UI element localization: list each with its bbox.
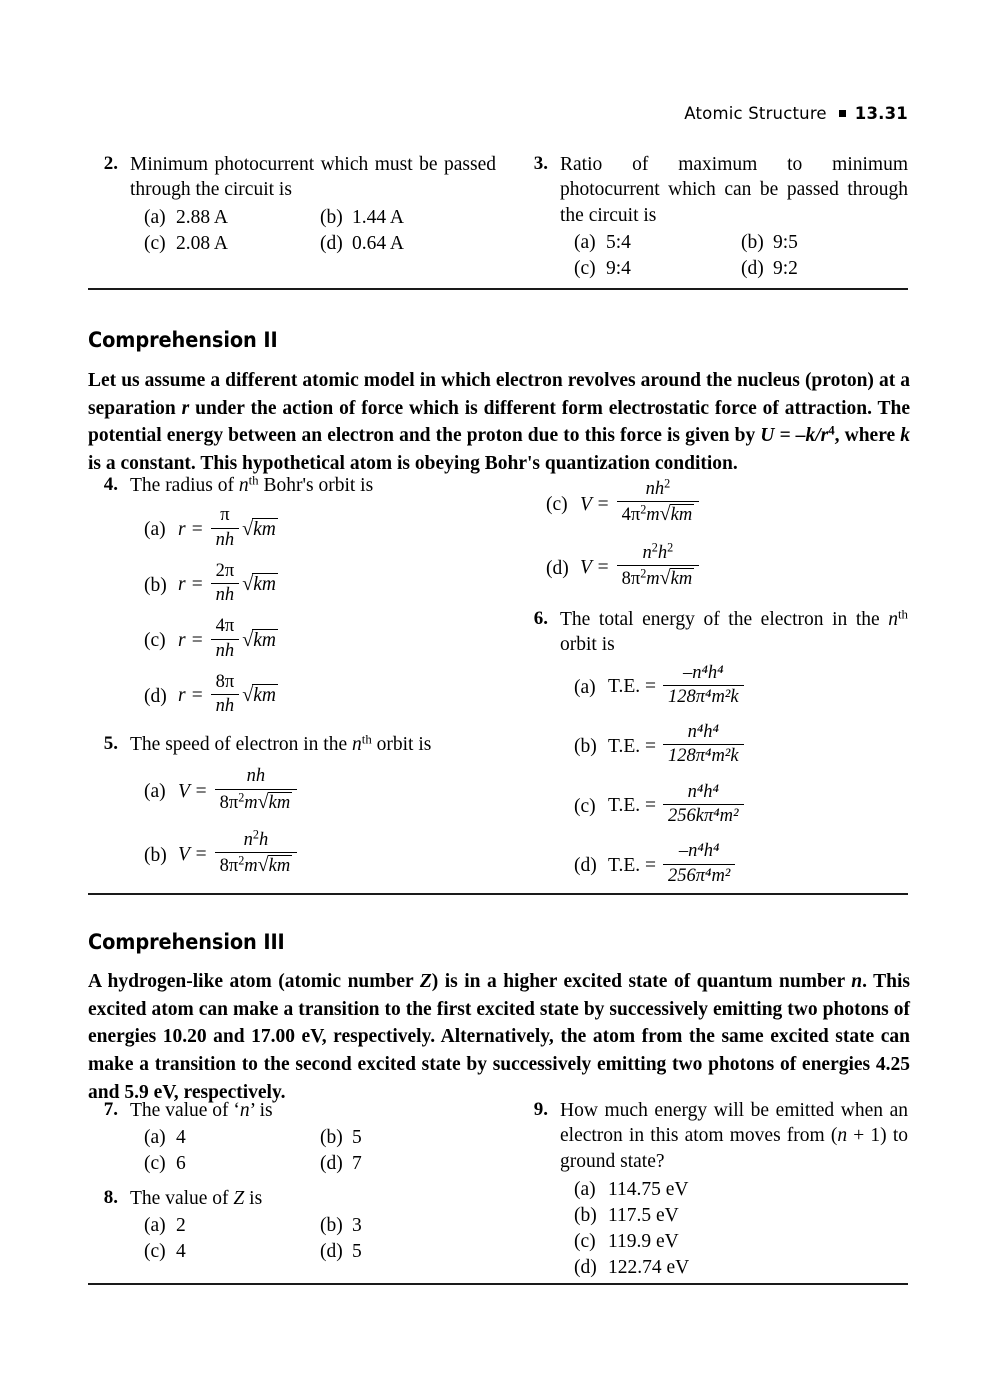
question-4-block <box>88 473 496 728</box>
option-d-label: (d) <box>546 557 569 579</box>
option-b-label: (b) <box>144 574 167 596</box>
option-b[interactable] <box>741 230 908 256</box>
c3-text-2: ) is in a higher excited state of quantum number <box>431 971 852 992</box>
option-row <box>574 256 908 282</box>
question-3 <box>518 152 908 282</box>
sqrt-icon: √ <box>257 854 269 877</box>
q9-stem-pre: How much energy will be emitted when an electron in this atom moves from ( <box>560 1100 908 1147</box>
option-a[interactable] <box>144 767 496 815</box>
option-d-text: 122.74 eV <box>608 1257 690 1279</box>
num-tail: h <box>258 829 269 850</box>
den-coef: 8 <box>219 856 229 877</box>
num-sign: – <box>682 662 693 683</box>
option-c-label: (c) <box>144 630 166 652</box>
sqrt-icon: √ <box>242 684 254 707</box>
option-a-lhs: V = <box>178 780 208 802</box>
option-c-denominator: 256kπ⁴m² <box>668 806 739 827</box>
question-2-number: 2. <box>103 153 118 174</box>
option-d-text: 7 <box>352 1153 362 1175</box>
question-9-number: 9. <box>533 1099 548 1120</box>
option-b-lhs: r = <box>178 574 204 596</box>
option-c[interactable] <box>546 476 908 528</box>
question-4-number: 4. <box>103 474 118 495</box>
sqrt-icon: √ <box>242 517 254 540</box>
option-d[interactable] <box>574 1255 908 1281</box>
q4-var-n: n <box>238 475 249 496</box>
option-c-denominator: $4\pi^2m√km$ <box>621 502 693 526</box>
q8-var-z: Z <box>233 1188 245 1209</box>
option-a-denominator: $8\pi^2m√km$ <box>219 790 291 813</box>
option-a[interactable] <box>144 205 320 231</box>
option-a-numerator: nh <box>215 766 298 789</box>
option-c-numerator <box>617 476 700 502</box>
option-b-numerator: n⁴h⁴ <box>663 722 744 745</box>
sqrt-icon: √ <box>242 628 254 651</box>
question-4-options <box>130 506 496 718</box>
option-b-lhs: V = <box>178 844 208 866</box>
option-a-text: 2.88 A <box>176 206 229 228</box>
num-exp: 2 <box>664 476 671 491</box>
option-b-numerator <box>215 827 298 853</box>
q8-stem-post: is <box>244 1188 263 1209</box>
option-c-label: (c) <box>546 494 568 516</box>
option-a-lhs: T.E. = <box>608 676 656 698</box>
q7-stem-pre: The value of ‘ <box>130 1100 240 1121</box>
option-d-lhs: T.E. = <box>608 854 656 876</box>
comprehension-2-body <box>88 367 910 478</box>
option-a-radicand: km <box>253 518 276 540</box>
option-c-text: 119.9 eV <box>608 1231 679 1253</box>
c3-text-1: A hydrogen-like atom (atomic number <box>88 971 420 992</box>
option-c-label: (c) <box>574 1231 596 1253</box>
c3-var-n: n <box>851 971 863 992</box>
den-coef: 4 <box>621 505 631 526</box>
den-radicand: km <box>670 568 693 589</box>
den-pi-exp: 2 <box>640 566 647 581</box>
page-header <box>88 104 908 123</box>
option-a-text: 114.75 eV <box>608 1179 689 1201</box>
q4-stem-post: Bohr's orbit is <box>258 475 374 496</box>
option-a-radical <box>242 518 278 540</box>
option-a-label: (a) <box>574 232 596 254</box>
den-pi-exp: 2 <box>238 790 245 805</box>
question-2-stem: Minimum photocurrent which must be passed through the circuit is <box>130 154 496 201</box>
option-a-label: (a) <box>144 1215 166 1237</box>
den-radical <box>660 503 695 526</box>
sqrt-icon: √ <box>659 566 671 589</box>
option-a-fraction <box>663 663 744 709</box>
option-c-lhs: T.E. = <box>608 795 656 817</box>
question-2 <box>88 152 496 257</box>
num-sign: – <box>678 841 689 862</box>
question-5-options-right <box>518 478 908 591</box>
option-a[interactable] <box>144 1213 320 1239</box>
num-base: n <box>642 542 652 563</box>
num-base-exp: 2 <box>651 540 658 555</box>
option-b-text: 3 <box>352 1215 362 1237</box>
q6-sup-th: th <box>897 607 908 622</box>
option-row <box>144 231 496 257</box>
option-b[interactable] <box>320 1125 496 1151</box>
question-3-number: 3. <box>533 153 548 174</box>
option-b-denominator: 128π⁴m²k <box>668 746 739 767</box>
den-radical <box>258 791 293 814</box>
option-b[interactable] <box>144 827 496 879</box>
option-a-label: (a) <box>144 206 166 228</box>
question-5-options-left <box>130 767 496 878</box>
option-a-label: (a) <box>574 676 596 698</box>
option-d-label: (d) <box>320 1153 343 1175</box>
option-c-fraction <box>211 616 240 662</box>
option-c[interactable] <box>144 1239 320 1265</box>
option-d-numerator <box>617 540 700 566</box>
option-d[interactable] <box>574 842 908 888</box>
question-3-options <box>560 230 908 282</box>
option-d[interactable] <box>546 540 908 592</box>
den-radical <box>258 854 293 877</box>
option-b-denominator: nh <box>215 585 235 606</box>
q7-stem-post: ’ is <box>249 1100 273 1121</box>
option-a[interactable] <box>144 506 496 552</box>
q4-sup-th: th <box>248 473 259 488</box>
section-divider-2 <box>88 893 908 895</box>
option-a-denominator: nh <box>215 529 235 550</box>
num-tail: h <box>657 542 668 563</box>
question-6-block <box>518 607 908 888</box>
option-c-label: (c) <box>574 795 596 817</box>
option-b-fraction <box>211 561 240 607</box>
option-d-lhs: r = <box>178 685 204 707</box>
option-d-label: (d) <box>144 685 167 707</box>
option-b-label: (b) <box>320 1215 343 1237</box>
option-row <box>144 1151 496 1177</box>
option-row <box>144 1213 496 1239</box>
option-c-numerator: 4π <box>211 616 240 639</box>
option-b-fraction <box>215 827 298 878</box>
option-a-label: (a) <box>144 1127 166 1149</box>
option-b-label: (b) <box>144 844 167 866</box>
option-d-label: (d) <box>574 1257 597 1279</box>
question-9-block <box>518 1098 908 1282</box>
option-a[interactable] <box>144 1125 320 1151</box>
q6-stem-pre: The total energy of the electron in the <box>560 609 889 630</box>
q4-stem-pre: The radius of <box>130 475 239 496</box>
q6-stem-post: orbit is <box>560 634 615 656</box>
option-d-label: (d) <box>320 1241 343 1263</box>
question-5-stem <box>130 732 496 757</box>
option-c-text: 4 <box>176 1241 186 1263</box>
option-c-numerator: n⁴h⁴ <box>663 782 744 805</box>
option-d-text: 0.64 A <box>352 232 405 254</box>
option-c[interactable] <box>574 783 908 829</box>
option-c-text: 6 <box>176 1153 186 1175</box>
option-a[interactable] <box>574 664 908 710</box>
option-c[interactable] <box>574 1229 908 1255</box>
option-d[interactable] <box>320 1239 496 1265</box>
option-d-label: (d) <box>741 258 764 280</box>
comprehension-3-heading: Comprehension III <box>88 930 285 955</box>
square-bullet-icon <box>839 110 846 117</box>
option-c[interactable] <box>144 231 320 257</box>
question-8-stem <box>130 1186 496 1211</box>
q9-stem-post: + 1) to ground state? <box>560 1125 908 1172</box>
option-b-label: (b) <box>320 206 343 228</box>
c2-var-k: k <box>900 425 911 447</box>
option-b-label: (b) <box>574 1205 597 1227</box>
den-radicand: km <box>670 505 693 526</box>
question-7-stem <box>130 1098 496 1123</box>
option-c-radicand: km <box>253 629 276 651</box>
q5-stem-post: orbit is <box>371 734 432 755</box>
option-d-numerator <box>663 841 735 864</box>
option-d-fraction <box>617 540 700 591</box>
option-a-text: 2 <box>176 1215 186 1237</box>
option-a-label: (a) <box>144 781 166 803</box>
c2-text-1: Let us assume a different atomic model in which electron revolves around the nucleus (proton) at a separation <box>88 370 910 419</box>
option-d[interactable] <box>741 256 908 282</box>
question-8-block <box>88 1186 496 1266</box>
option-a-numerator: π <box>211 505 240 528</box>
option-b-text: 9:5 <box>773 232 798 254</box>
option-c-lhs: V = <box>580 493 610 515</box>
question-8 <box>88 1186 496 1266</box>
page-number: 13.31 <box>854 104 908 123</box>
q5-var-n: n <box>352 734 362 755</box>
option-d-fraction <box>211 672 240 718</box>
option-a-fraction <box>215 766 298 814</box>
c3-text-3: . This excited atom can make a transition to the first excited state by successively emitting two photons of energies 10.20 and 17.00 eV, respectively. Alternatively, the atom from the same excited state can make a transition to the second excited state by successively emitting two photons of energies 4.25 and 5.9 eV, respectively. <box>88 971 910 1103</box>
option-d[interactable] <box>320 1151 496 1177</box>
c3-var-z: Z <box>419 971 432 992</box>
section-divider-1 <box>88 288 908 290</box>
option-d-text: 9:2 <box>773 258 798 280</box>
sqrt-icon: √ <box>659 503 671 526</box>
question-6 <box>518 607 908 888</box>
q9-var-n: n <box>837 1125 848 1147</box>
num-body: n⁴h⁴ <box>688 841 720 862</box>
option-b[interactable] <box>320 1213 496 1239</box>
option-c[interactable] <box>144 617 496 663</box>
question-7-block <box>88 1098 496 1178</box>
option-d-lhs: V = <box>580 557 610 579</box>
question-2-block <box>88 152 496 257</box>
question-4 <box>88 473 496 718</box>
q5-sup-th: th <box>361 732 372 747</box>
chapter-title: Atomic Structure <box>684 104 827 123</box>
c2-formula-u-exponent: 4 <box>828 423 835 438</box>
den-pi-exp: 2 <box>640 502 647 517</box>
option-b-radicand: km <box>253 574 276 596</box>
question-7-options <box>130 1125 496 1177</box>
option-c-fraction <box>617 476 700 527</box>
c2-text-3: , where <box>834 425 901 447</box>
option-c-fraction <box>663 782 744 828</box>
question-9-options <box>560 1177 908 1282</box>
option-row <box>144 205 496 231</box>
option-b-text: 1.44 A <box>352 206 405 228</box>
c2-text-4: is a constant. This hypothetical atom is obeying Bohr's quantization condition. <box>88 453 738 475</box>
num-base-exp: 2 <box>252 827 259 842</box>
option-c[interactable] <box>574 256 741 282</box>
question-9-stem <box>560 1098 908 1174</box>
option-b-text: 117.5 eV <box>608 1205 679 1227</box>
num-body: n⁴h⁴ <box>692 662 724 683</box>
option-b[interactable] <box>574 723 908 769</box>
option-a[interactable] <box>574 1177 908 1203</box>
option-b[interactable] <box>574 1203 908 1229</box>
option-b-lhs: T.E. = <box>608 735 656 757</box>
q8-stem-pre: The value of <box>130 1188 234 1209</box>
comprehension-2-heading: Comprehension II <box>88 328 278 353</box>
option-d-denominator: $8\pi^2m√km$ <box>621 566 693 589</box>
option-b-numerator: 2π <box>211 561 240 584</box>
c2-formula-u: U = –k/r <box>760 425 829 447</box>
option-c-label: (c) <box>144 232 166 254</box>
question-8-options <box>130 1213 496 1265</box>
comprehension-3-body <box>88 968 910 1106</box>
option-b-label: (b) <box>320 1127 343 1149</box>
num-base: nh <box>645 479 665 499</box>
question-9 <box>518 1098 908 1282</box>
option-d-radical <box>242 684 278 706</box>
den-radicand: km <box>268 792 291 813</box>
question-3-stem: Ratio of maximum to minimum photocurrent which can be passed through the circuit is <box>560 154 908 226</box>
option-a-denominator: 128π⁴m²k <box>668 686 739 707</box>
option-c-label: (c) <box>574 258 596 280</box>
option-d[interactable] <box>320 231 496 257</box>
sqrt-icon: √ <box>242 573 254 596</box>
question-5-number: 5. <box>103 733 118 754</box>
c2-var-r: r <box>181 397 190 419</box>
question-7-number: 7. <box>103 1099 118 1120</box>
num-tail-exp: 2 <box>667 540 674 555</box>
question-4-stem <box>130 473 496 498</box>
option-row <box>574 230 908 256</box>
question-6-stem <box>560 607 908 658</box>
question-6-options <box>560 664 908 888</box>
option-c-text: 9:4 <box>606 258 631 280</box>
option-a-fraction <box>211 505 240 551</box>
option-b-text: 5 <box>352 1127 362 1149</box>
q7-var-n: n <box>239 1100 250 1121</box>
option-a-label: (a) <box>144 519 166 541</box>
option-c-radical <box>242 629 278 651</box>
option-a-lhs: r = <box>178 518 204 540</box>
option-a-numerator <box>663 663 744 686</box>
question-7 <box>88 1098 496 1178</box>
question-5 <box>88 732 496 878</box>
option-b-fraction <box>663 722 744 768</box>
option-d-denominator: 256π⁴m² <box>668 865 731 886</box>
option-c-lhs: r = <box>178 629 204 651</box>
option-d-text: 5 <box>352 1241 362 1263</box>
option-c[interactable] <box>144 1151 320 1177</box>
option-a-text: 4 <box>176 1127 186 1149</box>
question-6-number: 6. <box>533 608 548 629</box>
option-d-fraction <box>663 841 735 887</box>
option-a-text: 5:4 <box>606 232 631 254</box>
question-2-options <box>130 205 496 257</box>
c2-text-2: under the action of force which is different form electrostatic force of attraction. The potential energy between an electron and the proton due to this force is given by <box>88 397 910 447</box>
option-c-label: (c) <box>144 1153 166 1175</box>
option-b[interactable] <box>320 205 496 231</box>
option-b-label: (b) <box>574 736 597 758</box>
option-d-label: (d) <box>320 232 343 254</box>
den-radicand: km <box>268 856 291 877</box>
option-row <box>144 1239 496 1265</box>
q6-var-n: n <box>888 609 898 630</box>
option-c-denominator: nh <box>215 640 235 661</box>
option-b-radical <box>242 573 278 595</box>
den-pi-exp: 2 <box>238 853 245 868</box>
den-coef: 8 <box>621 568 631 589</box>
den-radical <box>660 567 695 590</box>
option-a[interactable] <box>574 230 741 256</box>
q5-stem-pre: The speed of electron in the <box>130 734 352 755</box>
option-d-label: (d) <box>574 855 597 877</box>
option-a-label: (a) <box>574 1179 596 1201</box>
option-d-radicand: km <box>253 685 276 707</box>
question-3-block <box>518 152 908 282</box>
option-b-denominator: $8\pi^2m√km$ <box>219 853 291 877</box>
section-divider-3 <box>88 1283 908 1285</box>
sqrt-icon: √ <box>257 790 269 813</box>
option-d[interactable] <box>144 673 496 719</box>
num-base: n <box>243 829 253 850</box>
option-row <box>144 1125 496 1151</box>
option-b-label: (b) <box>741 232 764 254</box>
question-8-number: 8. <box>103 1187 118 1208</box>
option-d-denominator: nh <box>215 696 235 717</box>
option-b[interactable] <box>144 562 496 608</box>
option-c-text: 2.08 A <box>176 232 229 254</box>
option-d-numerator: 8π <box>211 672 240 695</box>
option-c-label: (c) <box>144 1241 166 1263</box>
question-5-block <box>88 732 496 878</box>
den-coef: 8 <box>219 792 229 813</box>
